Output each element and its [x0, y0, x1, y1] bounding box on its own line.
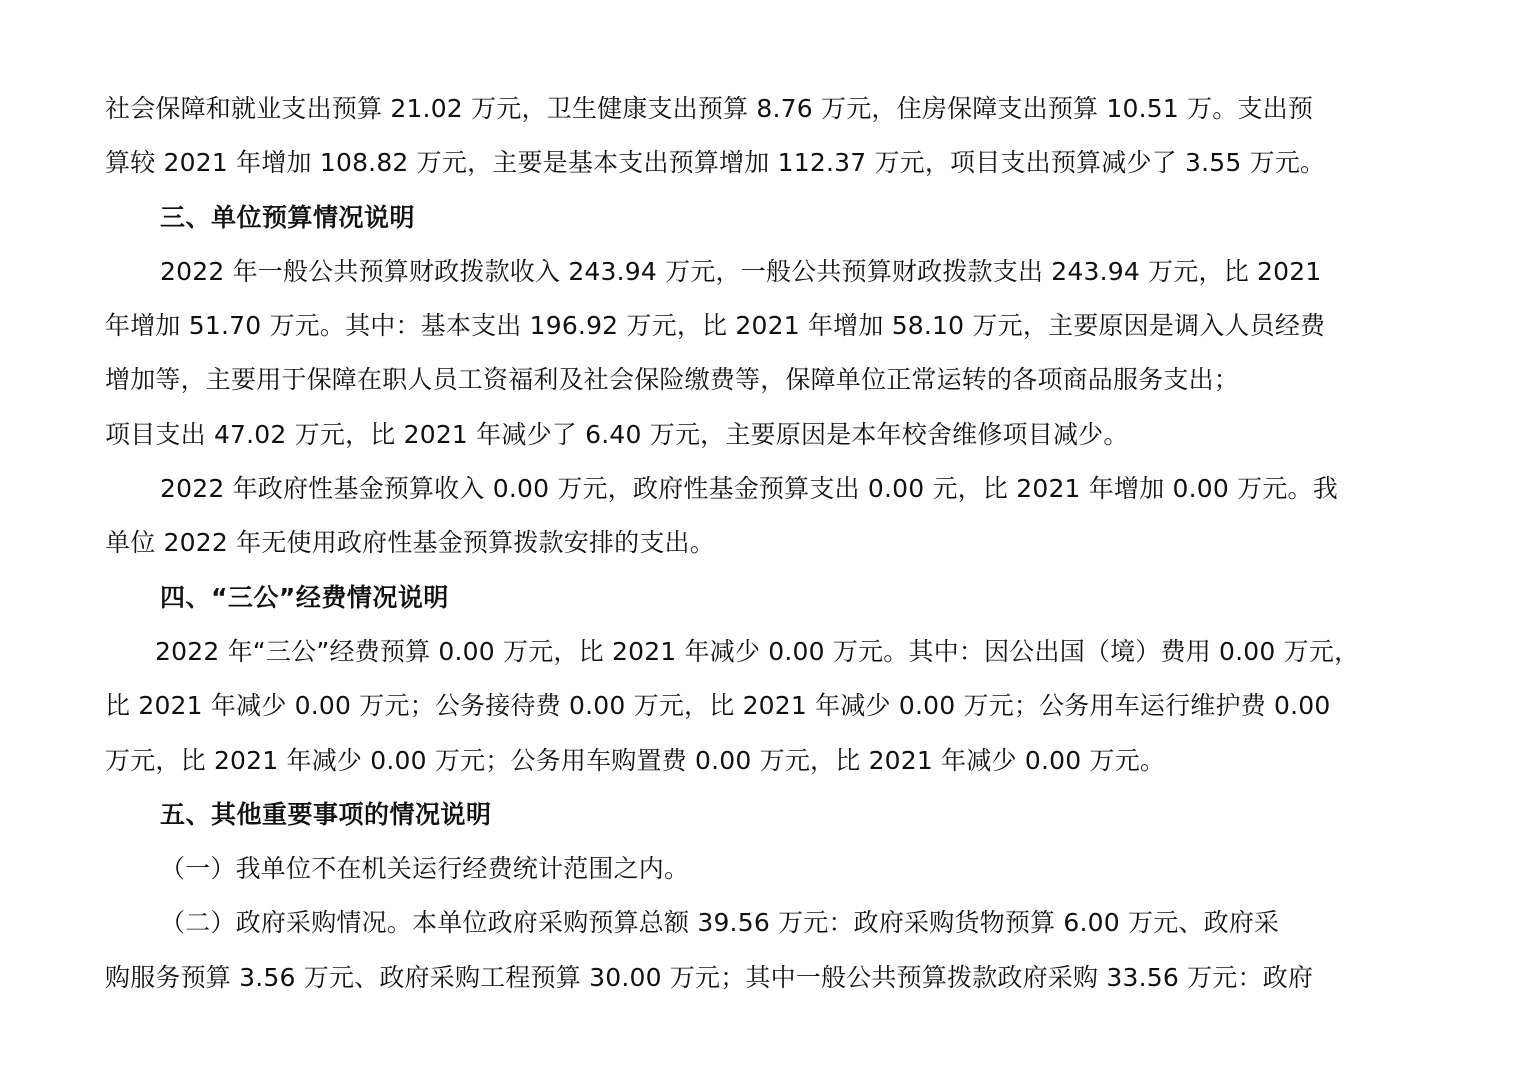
text-line: （二）政府采购情况。本单位政府采购预算总额 39.56 万元：政府采购货物预算 6.00 万元、政府采 [160, 908, 1280, 938]
text-line: 年增加 51.70 万元。其中：基本支出 196.92 万元，比 2021 年增加 58.10 万元，主要原因是调入人员经费 [105, 311, 1326, 341]
paragraph-general-budget [105, 245, 1411, 462]
text-line: 单位 2022 年无使用政府性基金预算拨款安排的支出。 [105, 528, 715, 558]
text-line: 购服务预算 3.56 万元、政府采购工程预算 30.00 万元；其中一般公共预算拨款政府采购 33.56 万元：政府 [105, 962, 1314, 992]
text-line: 算较 2021 年增加 108.82 万元，主要是基本支出预算增加 112.37 万元，项目支出预算减少了 3.55 万元。 [105, 148, 1326, 178]
paragraph-operating-expenses [105, 842, 1411, 896]
text-line: 万元，比 2021 年减少 0.00 万元；公务用车购置费 0.00 万元，比 2021 年减少 0.00 万元。 [105, 745, 1166, 775]
paragraph-government-fund [105, 462, 1411, 571]
text-line: 2022 年政府性基金预算收入 0.00 万元，政府性基金预算支出 0.00 元，比 2021 年增加 0.00 万元。我 [160, 474, 1338, 504]
text-line: 2022 年“三公”经费预算 0.00 万元，比 2021 年减少 0.00 万元。其中：因公出国（境）费用 0.00 万元， [155, 636, 1360, 666]
section-heading-unit-budget: 三、单位预算情况说明 [160, 202, 416, 232]
text-line: （一）我单位不在机关运行经费统计范围之内。 [160, 854, 690, 884]
text-line: 项目支出 47.02 万元，比 2021 年减少了 6.40 万元，主要原因是本年校舍维修项目减少。 [105, 419, 1129, 449]
section-heading-other-matters: 五、其他重要事项的情况说明 [160, 799, 492, 829]
paragraph-expenditure-summary [105, 82, 1411, 191]
section-heading-three-public: 四、“三公”经费情况说明 [160, 582, 449, 612]
text-line: 2022 年一般公共预算财政拨款收入 243.94 万元，一般公共预算财政拨款支出 243.94 万元，比 2021 [160, 256, 1322, 286]
text-line: 社会保障和就业支出预算 21.02 万元，卫生健康支出预算 8.76 万元，住房保障支出预算 10.51 万。支出预 [105, 94, 1314, 123]
text-line: 比 2021 年减少 0.00 万元；公务接待费 0.00 万元，比 2021 年减少 0.00 万元；公务用车运行维护费 0.00 [105, 691, 1331, 721]
paragraph-three-public-expenses [105, 625, 1411, 788]
text-line: 增加等，主要用于保障在职人员工资福利及社会保险缴费等，保障单位正常运转的各项商品服务支出； [105, 365, 1240, 395]
document-page [105, 82, 1411, 1005]
paragraph-procurement [105, 896, 1411, 1005]
